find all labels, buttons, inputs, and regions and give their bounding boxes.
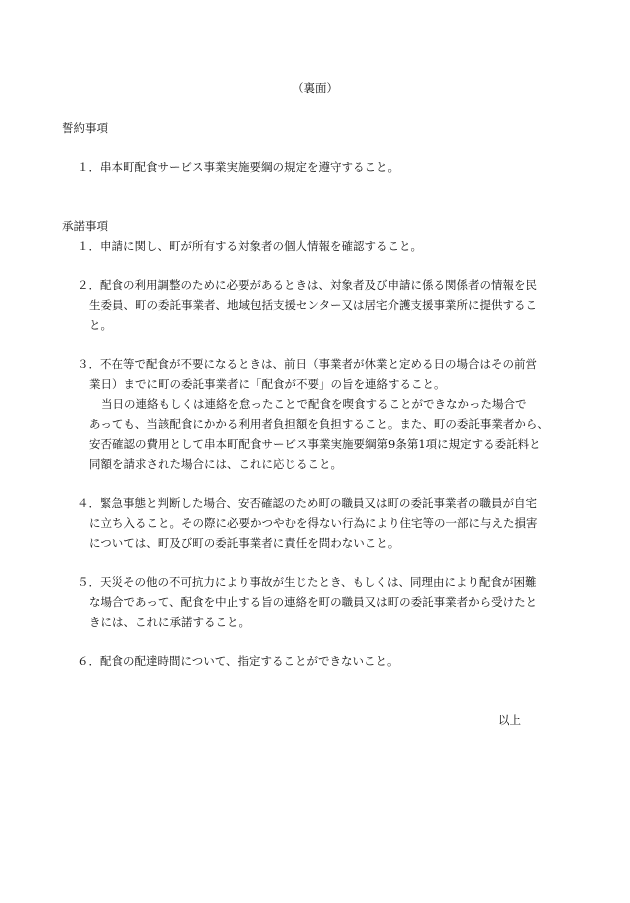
- consent-item-4-line-3: については、町及び町の委託事業者に責任を問わないこと。: [89, 536, 400, 550]
- consent-item-2-line-2: 生委員、町の委託事業者、地域包括支援センター又は居宅介護支援事業所に提供するこ: [89, 298, 538, 312]
- page-side-label: （裏面）: [292, 81, 338, 95]
- consent-item-3-line-2: 業日）までに町の委託事業者に「配食が不要」の旨を連絡すること。: [89, 377, 446, 391]
- consent-item-5-line-2: な場合であって、配食を中止する旨の連絡を町の職員又は町の委託事業者から受けたと: [89, 595, 538, 609]
- consent-item-5-line-1: ５．天災その他の不可抗力により事故が生じたとき、もしくは、同理由により配食が困難: [77, 575, 537, 589]
- consent-item-3-line-1: ３．不在等で配食が不要になるときは、前日（事業者が休業と定める日の場合はその前営: [77, 357, 537, 371]
- consent-item-1-line-1: １．申請に関し、町が所有する対象者の個人情報を確認すること。: [77, 239, 422, 253]
- consent-item-2-line-1: ２．配食の利用調整のために必要があるときは、対象者及び申請に係る関係者の情報を民: [77, 278, 537, 292]
- consent-item-3-line-3: 当日の連絡もしくは連絡を怠ったことで配食を喫食することができなかった場合で: [101, 397, 527, 411]
- consent-item-3-line-5: 安否確認の費用として串本町配食サービス事業実施要綱第9条第1項に規定する委託料と: [89, 437, 541, 451]
- consent-title: 承諾事項: [62, 219, 108, 233]
- consent-item-3-line-4: あっても、当該配食にかかる利用者負担額を負担すること。また、町の委託事業者から、: [89, 417, 549, 431]
- consent-item-6-line-1: ６．配食の配達時間について、指定することができないこと。: [77, 654, 399, 668]
- consent-item-2-line-3: と。: [89, 318, 112, 332]
- consent-item-3-line-6: 同額を請求された場合には、これに応じること。: [89, 457, 342, 471]
- consent-item-4-line-2: に立ち入ること。その際に必要かつやむを得ない行為により住宅等の一部に与えた損害: [89, 516, 538, 530]
- pledge-title: 誓約事項: [62, 121, 108, 135]
- consent-item-4-line-1: ４．緊急事態と判断した場合、安否確認のため町の職員又は町の委託事業者の職員が自宅: [77, 496, 537, 510]
- consent-item-5-line-3: きには、これに承諾すること。: [89, 615, 250, 629]
- pledge-item-1-line-1: １．串本町配食サービス事業実施要綱の規定を遵守すること。: [77, 160, 399, 174]
- closing-remark: 以上: [498, 713, 521, 727]
